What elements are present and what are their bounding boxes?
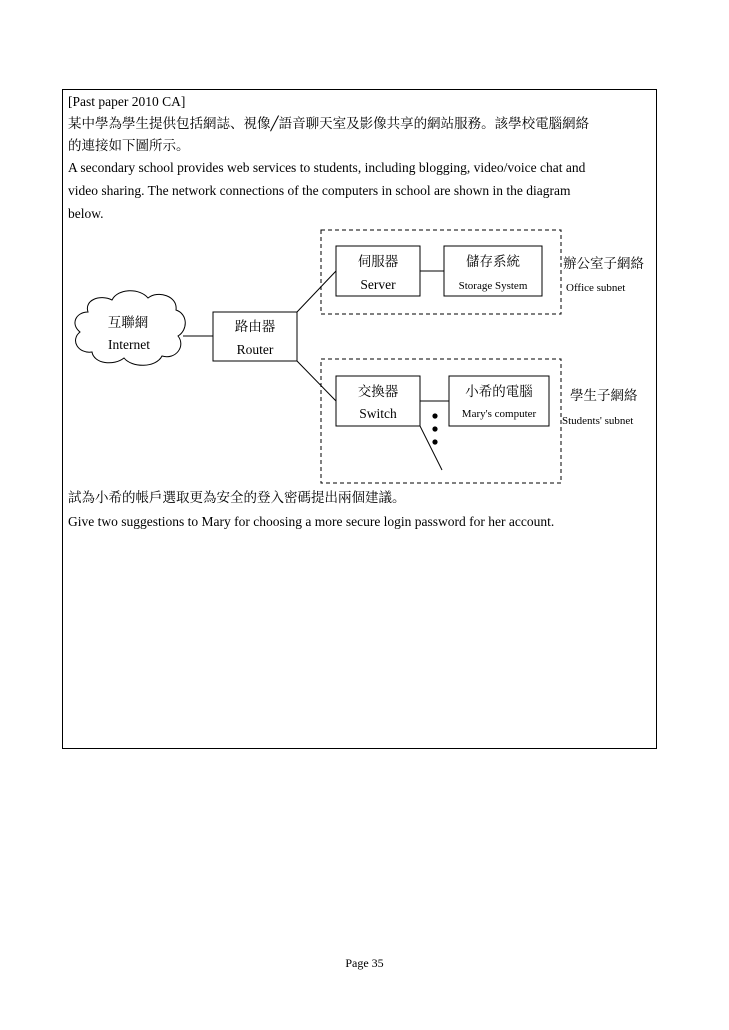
office-subnet-label-en: Office subnet — [566, 282, 626, 294]
past-paper-reference: [Past paper 2010 CA] — [68, 94, 186, 109]
marys-computer-label-en: Mary's computer — [461, 408, 537, 420]
storage-label-zh: 儲存系統 — [466, 254, 520, 270]
server-label-en: Server — [360, 277, 396, 292]
students-subnet-label-en: Students' subnet — [562, 415, 634, 427]
router-switch-link — [297, 361, 336, 401]
intro-english-line-2: video sharing. The network connections of the computers in school are shown in the diagram — [68, 183, 571, 198]
ellipsis-dot — [432, 426, 437, 431]
task-english: Give two suggestions to Mary for choosing a more secure login password for her account. — [68, 514, 555, 529]
router-label-en: Router — [236, 342, 274, 357]
intro-chinese-line-1: 某中學為學生提供包括網誌、視像╱語音聊天室及影像共享的網站服務。該學校電腦網絡 — [68, 116, 590, 132]
internet-label-zh: 互聯網 — [107, 315, 149, 331]
server-label-zh: 伺服器 — [357, 254, 399, 270]
students-subnet-label-zh: 學生子網絡 — [570, 388, 638, 404]
switch-label-en: Switch — [359, 406, 397, 421]
internet-label-en: Internet — [108, 337, 150, 352]
ellipsis-dot — [432, 439, 437, 444]
marys-computer-label-zh: 小希的電腦 — [465, 384, 533, 400]
office-subnet-label-zh: 辦公室子網絡 — [563, 256, 644, 272]
ellipsis-dot — [432, 413, 437, 418]
page-number: Page 35 — [345, 956, 384, 970]
router-label-zh: 路由器 — [234, 319, 276, 335]
switch-label-zh: 交換器 — [357, 384, 399, 400]
task-chinese: 試為小希的帳戶選取更為安全的登入密碼提出兩個建議。 — [68, 490, 406, 506]
intro-english-line-1: A secondary school provides web services to students, including blogging, video/voice chat and — [68, 160, 586, 175]
router-server-link — [297, 271, 336, 312]
intro-english-line-3: below. — [68, 206, 104, 221]
switch-other-computers-link — [420, 426, 442, 470]
storage-label-en: Storage System — [458, 280, 528, 292]
intro-chinese-line-2: 的連接如下圖所示。 — [68, 138, 190, 154]
